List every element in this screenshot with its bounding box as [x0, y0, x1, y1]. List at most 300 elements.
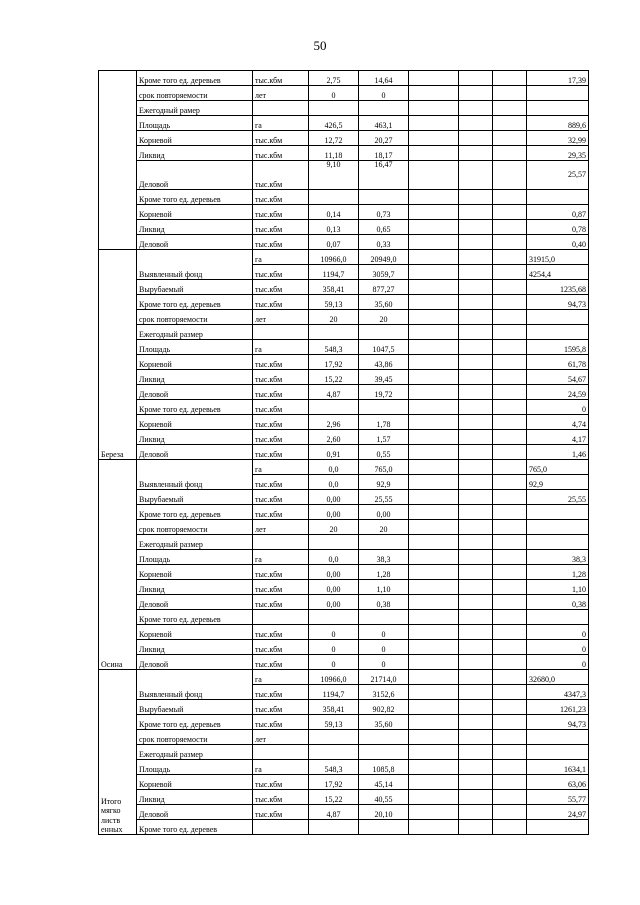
value-cell: 0,65 [359, 220, 409, 235]
total-cell [527, 505, 589, 520]
total-cell: 31915,0 [527, 250, 589, 265]
row-name: Кроме того ед. деревьев [137, 610, 253, 625]
value-cell: 20949,0 [359, 250, 409, 265]
row-name: Ликвид [137, 640, 253, 655]
total-cell [527, 101, 589, 116]
row-unit: га [253, 460, 309, 475]
row-unit: тыс.кбм [253, 385, 309, 400]
value-cell: 39,45 [359, 370, 409, 385]
empty-cell [493, 655, 527, 670]
empty-cell [459, 490, 493, 505]
total-cell: 1235,68 [527, 280, 589, 295]
value-cell: 43,86 [359, 355, 409, 370]
empty-cell [493, 116, 527, 131]
value-cell [309, 610, 359, 625]
empty-cell [409, 580, 459, 595]
empty-cell [493, 220, 527, 235]
section-label: Осина [99, 460, 137, 670]
total-cell: 94,73 [527, 715, 589, 730]
empty-cell [493, 310, 527, 325]
table-row [99, 640, 589, 655]
row-name: Кроме того ед. деревьев [137, 505, 253, 520]
empty-cell [409, 730, 459, 745]
empty-cell [459, 730, 493, 745]
empty-cell [459, 445, 493, 460]
empty-cell [459, 415, 493, 430]
empty-cell [493, 775, 527, 790]
row-unit: тыс.кбм [253, 640, 309, 655]
table-row [99, 430, 589, 445]
total-cell: 92,9 [527, 475, 589, 490]
empty-cell [409, 325, 459, 340]
row-unit: тыс.кбм [253, 370, 309, 385]
row-name: Корневой [137, 775, 253, 790]
empty-cell [409, 71, 459, 86]
total-cell: 54,67 [527, 370, 589, 385]
empty-cell [459, 475, 493, 490]
value-cell: 20 [309, 520, 359, 535]
empty-cell [493, 131, 527, 146]
value-cell: 1194,7 [309, 685, 359, 700]
total-cell: 32,99 [527, 131, 589, 146]
empty-cell [409, 295, 459, 310]
empty-cell [459, 385, 493, 400]
value-cell: 12,72 [309, 131, 359, 146]
section-label: Береза [99, 250, 137, 460]
empty-cell [459, 265, 493, 280]
empty-cell [493, 235, 527, 250]
empty-cell [493, 625, 527, 640]
row-name: Ликвид [137, 580, 253, 595]
value-cell: 2,75 [309, 71, 359, 86]
table-row [99, 505, 589, 520]
row-name: Деловой [137, 385, 253, 400]
value-cell: 0,00 [309, 505, 359, 520]
total-cell: 1595,8 [527, 340, 589, 355]
value-cell: 9,10 [309, 161, 359, 190]
empty-cell [409, 146, 459, 161]
value-cell: 92,9 [359, 475, 409, 490]
empty-cell [459, 595, 493, 610]
empty-cell [459, 565, 493, 580]
empty-cell [493, 370, 527, 385]
empty-cell [459, 820, 493, 835]
total-cell [527, 86, 589, 101]
table-row [99, 355, 589, 370]
empty-cell [409, 250, 459, 265]
value-cell: 0,00 [309, 565, 359, 580]
value-cell: 902,82 [359, 700, 409, 715]
row-name: Кроме того ед. деревьев [137, 190, 253, 205]
value-cell: 1,10 [359, 580, 409, 595]
table-row [99, 805, 589, 820]
row-name: Деловой [137, 161, 253, 190]
empty-cell [493, 146, 527, 161]
value-cell: 548,3 [309, 340, 359, 355]
empty-cell [459, 161, 493, 190]
empty-cell [459, 280, 493, 295]
value-cell: 17,92 [309, 355, 359, 370]
row-name: Корневой [137, 355, 253, 370]
row-unit: лет [253, 310, 309, 325]
empty-cell [493, 101, 527, 116]
empty-cell [459, 745, 493, 760]
value-cell: 0 [309, 655, 359, 670]
table-row [99, 340, 589, 355]
empty-cell [493, 295, 527, 310]
empty-cell [459, 805, 493, 820]
table-row [99, 625, 589, 640]
value-cell: 0,33 [359, 235, 409, 250]
row-name: Вырубаемый [137, 490, 253, 505]
value-cell: 17,92 [309, 775, 359, 790]
empty-cell [459, 460, 493, 475]
row-unit: га [253, 250, 309, 265]
empty-cell [493, 400, 527, 415]
empty-cell [459, 550, 493, 565]
row-unit: тыс.кбм [253, 220, 309, 235]
table-row [99, 490, 589, 505]
value-cell: 426,5 [309, 116, 359, 131]
value-cell [309, 535, 359, 550]
empty-cell [459, 370, 493, 385]
total-cell: 0,87 [527, 205, 589, 220]
empty-cell [409, 790, 459, 805]
total-cell: 4,74 [527, 415, 589, 430]
row-name: Кроме того ед. деревьев [137, 715, 253, 730]
total-cell [527, 745, 589, 760]
total-cell: 55,77 [527, 790, 589, 805]
total-cell [527, 535, 589, 550]
row-unit: тыс.кбм [253, 265, 309, 280]
empty-cell [409, 760, 459, 775]
row-unit: тыс.кбм [253, 685, 309, 700]
empty-cell [493, 685, 527, 700]
row-name: Ликвид [137, 220, 253, 235]
value-cell: 0,07 [309, 235, 359, 250]
value-cell: 3152,6 [359, 685, 409, 700]
empty-cell [459, 340, 493, 355]
total-cell: 24,59 [527, 385, 589, 400]
value-cell [359, 730, 409, 745]
row-name: Кроме того ед. деревев [137, 820, 253, 835]
row-name: Кроме того ед. деревьев [137, 295, 253, 310]
empty-cell [409, 460, 459, 475]
table-row [99, 235, 589, 250]
total-cell: 25,57 [527, 161, 589, 190]
table-row [99, 715, 589, 730]
empty-cell [409, 640, 459, 655]
row-name: Деловой [137, 235, 253, 250]
row-unit: тыс.кбм [253, 565, 309, 580]
total-cell: 1261,23 [527, 700, 589, 715]
empty-cell [409, 490, 459, 505]
value-cell: 11,18 [309, 146, 359, 161]
total-cell: 1634,1 [527, 760, 589, 775]
value-cell: 0,91 [309, 445, 359, 460]
value-cell: 38,3 [359, 550, 409, 565]
row-name: Вырубаемый [137, 280, 253, 295]
empty-cell [409, 595, 459, 610]
empty-cell [493, 205, 527, 220]
empty-cell [409, 370, 459, 385]
row-unit: тыс.кбм [253, 400, 309, 415]
value-cell: 45,14 [359, 775, 409, 790]
empty-cell [409, 670, 459, 685]
empty-cell [409, 190, 459, 205]
row-name: Кроме того ед. деревьев [137, 71, 253, 86]
total-cell: 94,73 [527, 295, 589, 310]
value-cell: 0 [309, 625, 359, 640]
table-row [99, 460, 589, 475]
row-unit: га [253, 550, 309, 565]
value-cell: 0 [359, 86, 409, 101]
table-row [99, 445, 589, 460]
empty-cell [459, 146, 493, 161]
value-cell [309, 745, 359, 760]
value-cell: 20,27 [359, 131, 409, 146]
value-cell: 1,78 [359, 415, 409, 430]
value-cell: 358,41 [309, 280, 359, 295]
table-row [99, 775, 589, 790]
empty-cell [459, 640, 493, 655]
table-row [99, 670, 589, 685]
empty-cell [409, 265, 459, 280]
total-cell: 38,3 [527, 550, 589, 565]
table-row [99, 520, 589, 535]
empty-cell [459, 625, 493, 640]
empty-cell [493, 355, 527, 370]
value-cell [359, 610, 409, 625]
empty-cell [409, 745, 459, 760]
value-cell: 0,00 [309, 580, 359, 595]
value-cell: 463,1 [359, 116, 409, 131]
empty-cell [409, 625, 459, 640]
empty-cell [459, 71, 493, 86]
empty-cell [409, 400, 459, 415]
empty-cell [459, 505, 493, 520]
row-name: Деловой [137, 445, 253, 460]
row-name: Площадь [137, 116, 253, 131]
table-row [99, 86, 589, 101]
value-cell: 0,14 [309, 205, 359, 220]
empty-cell [409, 550, 459, 565]
empty-cell [493, 71, 527, 86]
empty-cell [459, 580, 493, 595]
value-cell: 59,13 [309, 715, 359, 730]
empty-cell [459, 86, 493, 101]
row-unit: тыс.кбм [253, 475, 309, 490]
total-cell: 63,06 [527, 775, 589, 790]
row-unit: тыс.кбм [253, 445, 309, 460]
row-unit: лет [253, 520, 309, 535]
table-row [99, 550, 589, 565]
empty-cell [493, 820, 527, 835]
value-cell: 0,00 [309, 490, 359, 505]
total-cell: 0 [527, 640, 589, 655]
empty-cell [409, 820, 459, 835]
value-cell: 4,87 [309, 385, 359, 400]
table-row [99, 71, 589, 86]
value-cell: 20 [309, 310, 359, 325]
empty-cell [409, 655, 459, 670]
row-unit: тыс.кбм [253, 580, 309, 595]
empty-cell [409, 475, 459, 490]
total-cell: 29,35 [527, 146, 589, 161]
value-cell: 2,60 [309, 430, 359, 445]
row-name: Ежегодный размер [137, 535, 253, 550]
value-cell: 0 [359, 655, 409, 670]
section-label [99, 71, 137, 250]
row-unit [253, 325, 309, 340]
total-cell: 1,46 [527, 445, 589, 460]
row-unit: тыс.кбм [253, 280, 309, 295]
empty-cell [459, 220, 493, 235]
empty-cell [493, 565, 527, 580]
value-cell: 15,22 [309, 790, 359, 805]
empty-cell [409, 220, 459, 235]
table-row [99, 400, 589, 415]
table-row [99, 370, 589, 385]
value-cell: 15,22 [309, 370, 359, 385]
value-cell: 20,10 [359, 805, 409, 820]
empty-cell [459, 116, 493, 131]
row-name: Корневой [137, 415, 253, 430]
empty-cell [409, 520, 459, 535]
value-cell [359, 745, 409, 760]
row-name: Ежегодный размер [137, 325, 253, 340]
empty-cell [493, 415, 527, 430]
empty-cell [459, 715, 493, 730]
total-cell: 1,28 [527, 565, 589, 580]
empty-cell [493, 445, 527, 460]
row-unit: тыс.кбм [253, 715, 309, 730]
table-row [99, 146, 589, 161]
table-row [99, 161, 589, 190]
value-cell: 0,0 [309, 550, 359, 565]
total-cell [527, 520, 589, 535]
row-unit: тыс.кбм [253, 595, 309, 610]
table-row [99, 700, 589, 715]
row-unit: тыс.кбм [253, 71, 309, 86]
row-name: Кроме того ед. деревьев [137, 400, 253, 415]
empty-cell [493, 280, 527, 295]
value-cell: 0 [359, 625, 409, 640]
empty-cell [459, 700, 493, 715]
row-unit: тыс.кбм [253, 655, 309, 670]
total-cell: 0,40 [527, 235, 589, 250]
value-cell [359, 325, 409, 340]
empty-cell [459, 235, 493, 250]
row-name: Корневой [137, 131, 253, 146]
empty-cell [493, 265, 527, 280]
empty-cell [493, 760, 527, 775]
section-label-line: Итого [101, 797, 122, 807]
empty-cell [409, 116, 459, 131]
empty-cell [459, 400, 493, 415]
empty-cell [409, 355, 459, 370]
value-cell: 1,57 [359, 430, 409, 445]
row-unit: тыс.кбм [253, 295, 309, 310]
empty-cell [493, 490, 527, 505]
value-cell: 35,60 [359, 295, 409, 310]
row-unit: га [253, 670, 309, 685]
empty-cell [409, 715, 459, 730]
value-cell: 1,28 [359, 565, 409, 580]
forest-fund-table [98, 70, 589, 835]
empty-cell [459, 535, 493, 550]
empty-cell [493, 535, 527, 550]
value-cell: 1047,5 [359, 340, 409, 355]
total-cell [527, 325, 589, 340]
row-unit: тыс.кбм [253, 775, 309, 790]
row-unit: тыс.кбм [253, 205, 309, 220]
row-unit: тыс.кбм [253, 505, 309, 520]
row-unit: тыс.кбм [253, 355, 309, 370]
empty-cell [409, 505, 459, 520]
row-name: Ликвид [137, 370, 253, 385]
empty-cell [409, 385, 459, 400]
row-name: Ликвид [137, 430, 253, 445]
value-cell: 0,38 [359, 595, 409, 610]
row-unit [253, 745, 309, 760]
empty-cell [493, 520, 527, 535]
row-name: Выявленный фонд [137, 460, 253, 490]
empty-cell [409, 280, 459, 295]
total-cell [527, 820, 589, 835]
value-cell: 2,96 [309, 415, 359, 430]
value-cell [309, 101, 359, 116]
row-name: Ликвид [137, 146, 253, 161]
table-row [99, 595, 589, 610]
row-unit [253, 101, 309, 116]
value-cell: 0 [359, 640, 409, 655]
value-cell: 10966,0 [309, 670, 359, 685]
value-cell: 1085,8 [359, 760, 409, 775]
total-cell: 0,78 [527, 220, 589, 235]
value-cell: 0 [309, 640, 359, 655]
value-cell [309, 190, 359, 205]
empty-cell [459, 430, 493, 445]
row-unit: тыс.кбм [253, 146, 309, 161]
empty-cell [493, 670, 527, 685]
value-cell: 0,00 [309, 595, 359, 610]
value-cell: 877,27 [359, 280, 409, 295]
value-cell: 20 [359, 520, 409, 535]
value-cell: 0,13 [309, 220, 359, 235]
row-unit: тыс.кбм [253, 161, 309, 190]
value-cell: 19,72 [359, 385, 409, 400]
value-cell: 21714,0 [359, 670, 409, 685]
empty-cell [409, 101, 459, 116]
row-unit: тыс.кбм [253, 131, 309, 146]
empty-cell [459, 355, 493, 370]
total-cell: 765,0 [527, 460, 589, 475]
row-name: Выявленный фонд [137, 670, 253, 700]
row-unit: тыс.кбм [253, 490, 309, 505]
value-cell: 0 [309, 86, 359, 101]
row-name: Деловой [137, 805, 253, 820]
empty-cell [493, 745, 527, 760]
empty-cell [409, 430, 459, 445]
total-cell: 17,39 [527, 71, 589, 86]
empty-cell [409, 86, 459, 101]
table-row [99, 205, 589, 220]
total-cell: 889,6 [527, 116, 589, 131]
empty-cell [459, 295, 493, 310]
value-cell [309, 730, 359, 745]
empty-cell [459, 131, 493, 146]
